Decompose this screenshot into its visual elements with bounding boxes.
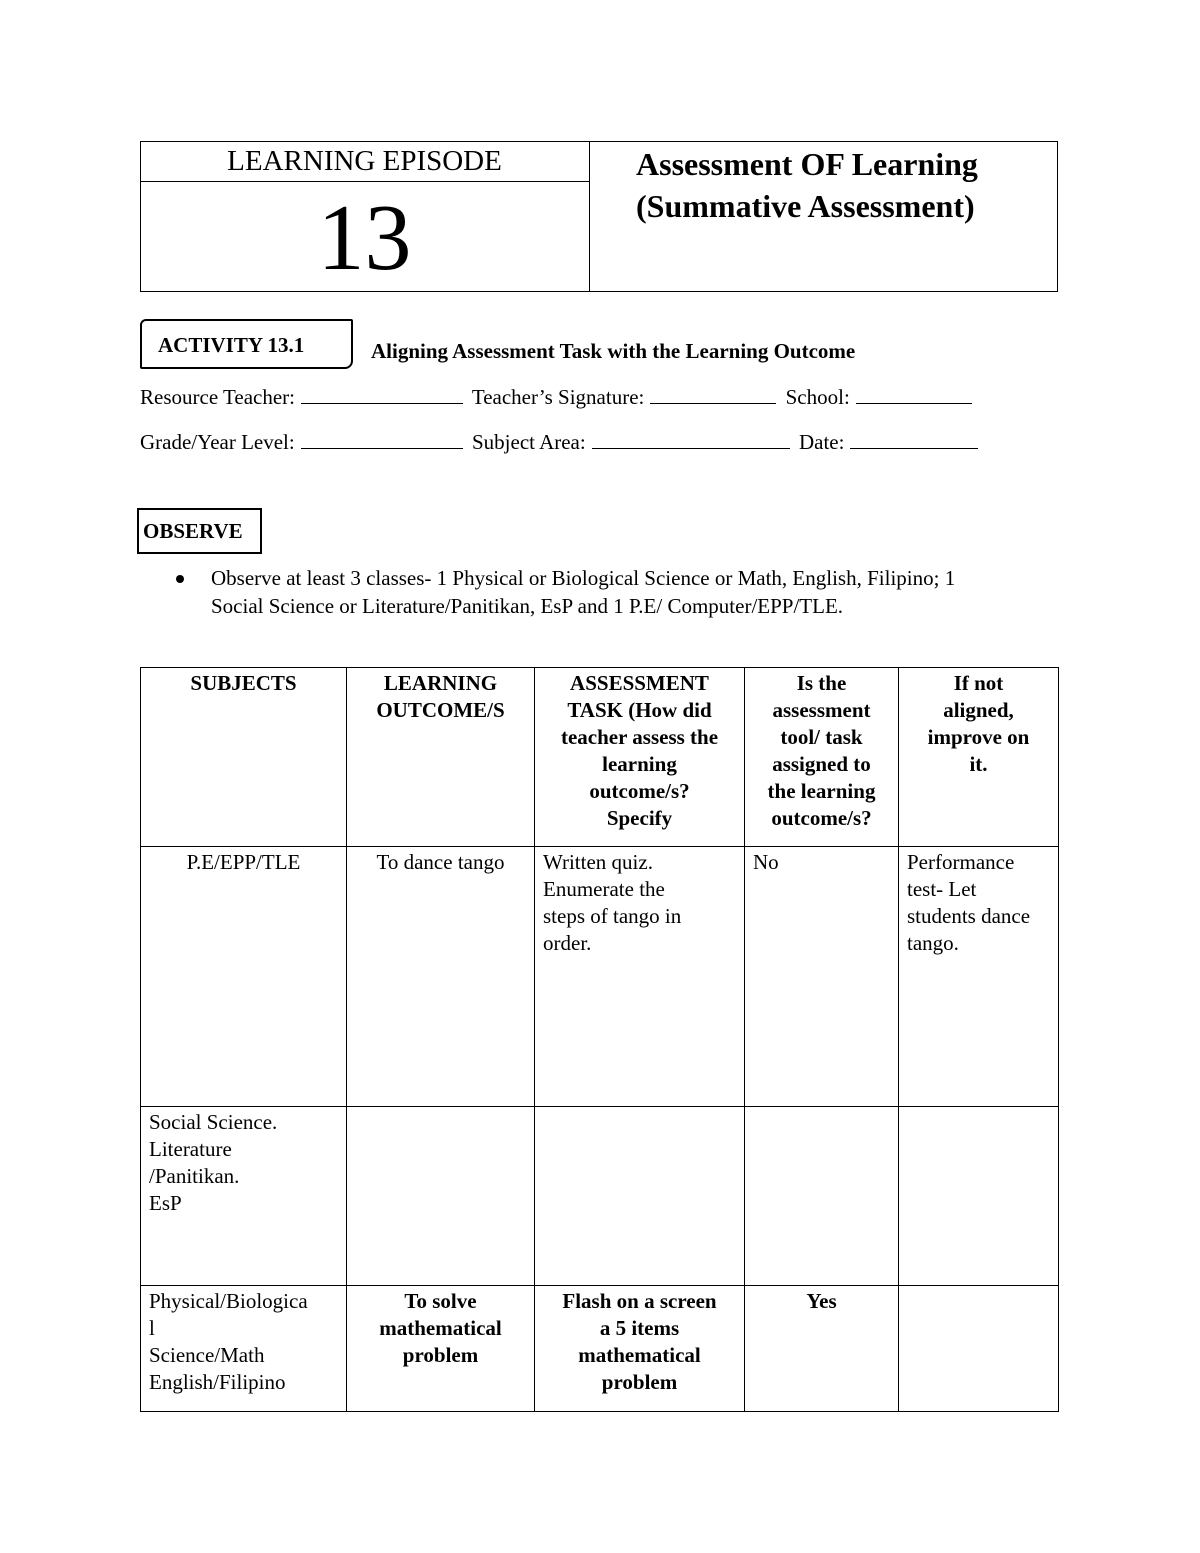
- row2-outcome[interactable]: [347, 1107, 535, 1286]
- row3-subject: Physical/Biologica l Science/Math English/Filipino: [141, 1286, 347, 1412]
- episode-label: LEARNING EPISODE: [227, 145, 502, 177]
- activity-tag: ACTIVITY 13.1: [140, 319, 353, 369]
- table-row: [141, 847, 1059, 1107]
- date-label: Date:: [798, 430, 845, 454]
- table-header-row: [141, 668, 1059, 847]
- school-field[interactable]: [856, 383, 972, 404]
- subject-area-field[interactable]: [592, 428, 790, 449]
- grade-level-label: Grade/Year Level:: [140, 430, 295, 454]
- subject-area-label: Subject Area:: [471, 430, 586, 454]
- header-alignment: Is the assessment tool/ task assigned to the learning outcome/s?: [745, 668, 899, 847]
- header-rule: [140, 181, 589, 182]
- form-line-2: [140, 428, 982, 456]
- episode-title-line2: (Summative Assessment): [636, 188, 975, 224]
- date-field[interactable]: [850, 428, 978, 449]
- observe-instruction-line2: Social Science or Literature/Panitikan, EsP and 1 P.E/ Computer/EPP/TLE.: [211, 594, 844, 618]
- row3-aligned: Yes: [745, 1286, 899, 1412]
- row1-subject: P.E/EPP/TLE: [141, 847, 347, 1107]
- row1-outcome: To dance tango: [347, 847, 535, 1107]
- table-row: [141, 1286, 1059, 1412]
- bullet-icon: [176, 575, 184, 583]
- header-divider: [589, 141, 590, 292]
- header-assessment-task: ASSESSMENT TASK (How did teacher assess the learning outcome/s? Specify: [535, 668, 745, 847]
- row1-improve: Performance test- Let students dance tango.: [899, 847, 1059, 1107]
- observe-label: OBSERVE: [137, 508, 262, 554]
- row2-task[interactable]: [535, 1107, 745, 1286]
- episode-number: 13: [317, 186, 412, 290]
- grade-level-field[interactable]: [301, 428, 463, 449]
- row2-subject: Social Science. Literature /Panitikan. EsP: [141, 1107, 347, 1286]
- header-improvement: If not aligned, improve on it.: [899, 668, 1059, 847]
- episode-title-line1: Assessment OF Learning: [636, 146, 978, 182]
- teacher-signature-label: Teacher’s Signature:: [471, 385, 645, 409]
- header-learning-outcomes: LEARNING OUTCOME/S: [347, 668, 535, 847]
- school-label: School:: [785, 385, 850, 409]
- resource-teacher-field[interactable]: [301, 383, 463, 404]
- header-subjects: SUBJECTS: [141, 668, 347, 847]
- episode-title: [636, 143, 1056, 227]
- form-line-1: [140, 383, 976, 411]
- teacher-signature-field[interactable]: [650, 383, 776, 404]
- row3-outcome: To solve mathematical problem: [347, 1286, 535, 1412]
- observe-instruction-line1: Observe at least 3 classes- 1 Physical or Biological Science or Math, English, Filipino; 1: [211, 566, 956, 590]
- row1-aligned: No: [745, 847, 899, 1107]
- row3-improve[interactable]: [899, 1286, 1059, 1412]
- resource-teacher-label: Resource Teacher:: [140, 385, 295, 409]
- alignment-table: [140, 667, 1059, 1412]
- table-row: [141, 1107, 1059, 1286]
- activity-heading: Aligning Assessment Task with the Learning Outcome: [371, 339, 856, 363]
- row3-task: Flash on a screen a 5 items mathematical problem: [535, 1286, 745, 1412]
- row2-aligned[interactable]: [745, 1107, 899, 1286]
- observe-instruction: [211, 564, 1061, 620]
- row1-task: Written quiz. Enumerate the steps of tango in order.: [535, 847, 745, 1107]
- row2-improve[interactable]: [899, 1107, 1059, 1286]
